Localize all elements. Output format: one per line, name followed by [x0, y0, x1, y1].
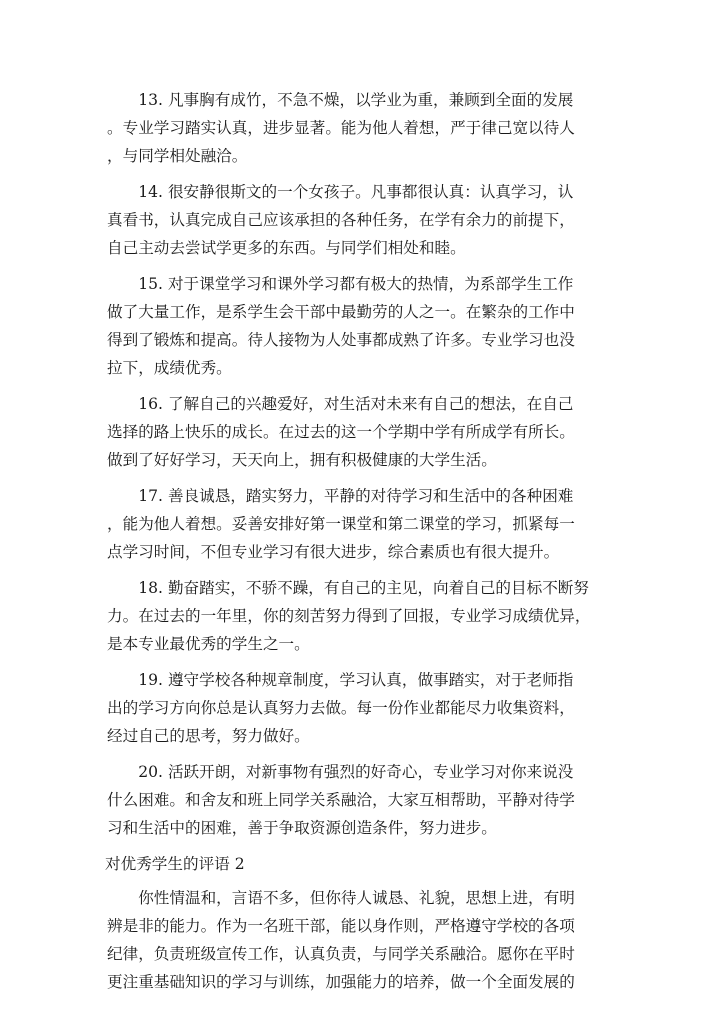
text-line: 出的学习方向你总是认真努力去做。每一份作业都能尽力收集资料，	[107, 699, 575, 717]
text-line: 14. 很安静很斯文的一个女孩子。凡事都很认真：认真学习，认	[138, 183, 574, 201]
text-line: 得到了锻炼和提高。待人接物为人处事都成熟了许多。专业学习也没	[107, 331, 575, 349]
comment-item-19	[107, 666, 627, 750]
text-line: 真看书，认真完成自己应该承担的各种任务，在学有余力的前提下，	[107, 211, 575, 229]
text-line: 更注重基础知识的学习与训练，加强能力的培养，做一个全面发展的	[107, 973, 575, 991]
text-line: 点学习时间，不但专业学习有很大进步，综合素质也有很大提升。	[107, 543, 560, 561]
text-line: 。专业学习踏实认真，进步显著。能为他人着想，严于律己宽以待人	[107, 119, 575, 137]
text-line: 你性情温和，言语不多，但你待人诚恳、礼貌，思想上进，有明	[138, 889, 575, 907]
text-line: 经过自己的思考，努力做好。	[107, 727, 310, 745]
text-line: ，与同学相处融洽。	[107, 147, 248, 165]
text-line: 什么困难。和舍友和班上同学关系融洽，大家互相帮助，平静对待学	[107, 791, 575, 809]
comment-item-14	[107, 178, 627, 262]
text-line: 拉下，成绩优秀。	[107, 359, 232, 377]
text-line: 是本专业最优秀的学生之一。	[107, 635, 310, 653]
text-line: 18. 勤奋踏实，不骄不躁，有自己的主见，向着自己的目标不断努	[138, 579, 589, 597]
comment-item-16	[107, 390, 627, 474]
document-page	[107, 86, 627, 1004]
text-line: 做了大量工作，是系学生会干部中最勤劳的人之一。在繁杂的工作中	[107, 303, 575, 321]
text-line: 做到了好好学习，天天向上，拥有积极健康的大学生活。	[107, 451, 497, 469]
text-line: 15. 对于课堂学习和课外学习都有极大的热情，为系部学生工作	[138, 275, 574, 293]
text-line: 19. 遵守学校各种规章制度，学习认真，做事踏实，对于老师指	[138, 671, 574, 689]
comment-item-17	[107, 482, 627, 566]
text-line: 20. 活跃开朗，对新事物有强烈的好奇心，专业学习对你来说没	[138, 763, 574, 781]
text-line: 13. 凡事胸有成竹，不急不燥，以学业为重，兼顾到全面的发展	[138, 91, 574, 109]
text-line: ，能为他人着想。妥善安排好第一课堂和第二课堂的学习，抓紧每一	[107, 515, 575, 533]
section-heading: 对优秀学生的评语 2	[105, 855, 245, 873]
text-line: 16. 了解自己的兴趣爱好，对生活对未来有自己的想法，在自己	[138, 395, 574, 413]
comment-item-20	[107, 758, 627, 842]
text-line: 17. 善良诚恳，踏实努力，平静的对待学习和生活中的各种困难	[138, 487, 574, 505]
text-line: 自己主动去尝试学更多的东西。与同学们相处和睦。	[107, 239, 466, 257]
text-line: 力。在过去的一年里，你的刻苦努力得到了回报，专业学习成绩优异，	[107, 607, 591, 625]
text-line: 选择的路上快乐的成长。在过去的这一个学期中学有所成学有所长。	[107, 423, 575, 441]
comment-item-18	[107, 574, 627, 658]
text-line: 辨是非的能力。作为一名班干部，能以身作则，严格遵守学校的各项	[107, 917, 575, 935]
section-paragraph	[107, 884, 627, 996]
comment-item-13	[107, 86, 627, 170]
comment-item-15	[107, 270, 627, 382]
text-line: 习和生活中的困难，善于争取资源创造条件，努力进步。	[107, 819, 497, 837]
text-line: 纪律，负责班级宣传工作，认真负责，与同学关系融洽。愿你在平时	[107, 945, 575, 963]
